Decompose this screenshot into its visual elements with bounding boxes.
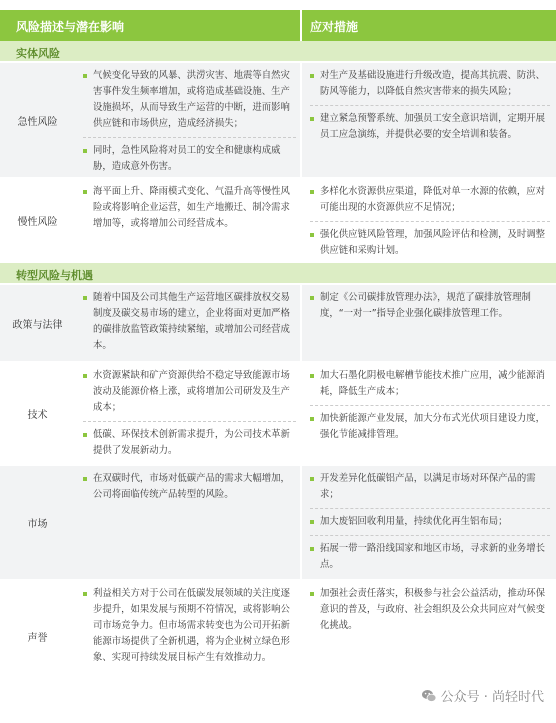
- measures-cell: [300, 63, 556, 177]
- item-text: 加强社会责任落实，积极参与社会公益活动，推动环保意识的普及，与政府、社会组织及公众共同应对气候变化挑战。: [320, 588, 546, 631]
- bullet-square-icon: [310, 374, 314, 378]
- bullet-square-icon: [310, 190, 314, 194]
- bullet-square-icon: [310, 547, 314, 551]
- item-text: 制定《公司碳排放管理办法》，规范了碳排放管理制度，“一对一”指导企业强化碳排放管理工作。: [320, 292, 531, 319]
- watermark-text: 公众号 · 尚轻时代: [440, 690, 544, 705]
- row-label: 慢性风险: [17, 216, 58, 228]
- risk-description-cell: [75, 285, 300, 361]
- list-item: [310, 105, 550, 143]
- risk-description-cell: [75, 363, 300, 464]
- measures-cell: [300, 179, 556, 261]
- risk-description-cell: [75, 581, 300, 691]
- list-item: [83, 68, 296, 132]
- item-text: 随着中国及公司其他生产运营地区碳排放权交易制度及碳交易市场的建立，企业将面对更加严格的碳排放监管政策持续紧缩，或增加公司经营成本。: [93, 292, 290, 351]
- list-item: [310, 471, 550, 503]
- list-item: [310, 184, 550, 216]
- item-text: 加大石墨化阴极电解槽节能技术推广应用，减少能源消耗，降低生产成本；: [320, 370, 546, 397]
- table-row: [0, 285, 556, 363]
- item-text: 开发差异化低碳铝产品，以满足市场对环保产品的需求；: [320, 473, 536, 500]
- bullet-square-icon: [310, 417, 314, 421]
- bullet-square-icon: [310, 520, 314, 524]
- item-text: 多样化水资源供应渠道，降低对单一水源的依赖，应对可能出现的水资源供应不足情况；: [320, 186, 546, 213]
- watermark: [419, 686, 546, 705]
- list-item: [83, 184, 296, 232]
- header-measures: 应对措施: [300, 10, 556, 41]
- row-label: 声誉: [27, 632, 48, 644]
- row-label: 市场: [27, 519, 48, 530]
- item-text: 水资源紧缺和矿产资源供给不稳定导致能源市场波动及能源价格上涨，或将增加公司研发及生产成本；: [93, 370, 290, 413]
- list-item: [310, 405, 550, 443]
- list-item: [83, 137, 296, 175]
- item-text: 同时，急性风险将对员工的安全和健康构成威胁，造成意外伤害。: [93, 145, 281, 172]
- item-text: 海平面上升、降雨模式变化、气温升高等慢性风险或将影响企业运营，如生产地搬迁、制冷需求增加等，或将增加公司经营成本。: [93, 186, 290, 229]
- item-text: 低碳、环保技术创新需求提升，为公司技术革新提供了发展新动力。: [93, 429, 290, 456]
- bullet-square-icon: [310, 296, 314, 300]
- table-row: [0, 63, 556, 179]
- list-item: [83, 290, 296, 354]
- item-text: 建立紧急预警系统、加强员工安全意识培训，定期开展员工应急演练，并提供必要的安全培训和装备。: [320, 113, 546, 140]
- list-item: [83, 586, 296, 666]
- measures-cell: [300, 581, 556, 691]
- list-item: [310, 221, 550, 259]
- table-body: [0, 41, 556, 693]
- table-row: [0, 466, 556, 581]
- item-text: 对生产及基础设施进行升级改造，提高其抗震、防洪、防风等能力，以降低自然灾害带来的损失风险；: [320, 70, 546, 97]
- measures-cell: [300, 285, 556, 361]
- bullet-square-icon: [310, 74, 314, 78]
- list-item: [310, 535, 550, 573]
- bullet-square-icon: [83, 149, 87, 153]
- list-item: [83, 421, 296, 459]
- row-label: 政策与法律: [12, 319, 63, 331]
- risk-table: [0, 10, 556, 693]
- list-item: [310, 368, 550, 400]
- list-item: [310, 586, 550, 634]
- list-item: [310, 508, 550, 530]
- bullet-square-icon: [310, 233, 314, 237]
- section-title: 实体风险: [0, 41, 556, 63]
- table-row: [0, 581, 556, 693]
- list-item: [83, 368, 296, 416]
- item-text: 利益相关方对于公司在低碳发展领域的关注度逐步提升，如果发展与预期不符情况，或将影响公司市场竞争力。但市场需求转变也为公司开拓新能源市场提供了全新机遇，将为企业树立绿色形象、实现可持续发展目标产生有效推动力。: [93, 588, 290, 663]
- risk-description-cell: [75, 63, 300, 177]
- list-item: [83, 471, 296, 503]
- item-text: 加快新能源产业发展，加大分布式光伏项目建设力度，强化节能减排管理。: [320, 413, 546, 440]
- item-text: 强化供应链风险管理，加强风险评估和检测，及时调整供应链和采购计划。: [320, 229, 546, 256]
- bullet-square-icon: [83, 433, 87, 437]
- bullet-square-icon: [83, 74, 87, 78]
- table-row: [0, 179, 556, 263]
- item-text: 在双碳时代，市场对低碳产品的需求大幅增加，公司将面临传统产品转型的风险。: [93, 473, 290, 500]
- list-item: [310, 68, 550, 100]
- bullet-square-icon: [83, 296, 87, 300]
- row-label: 技术: [27, 410, 48, 421]
- measures-cell: [300, 466, 556, 579]
- bullet-square-icon: [310, 477, 314, 481]
- bullet-square-icon: [83, 190, 87, 194]
- item-text: 拓展一带一路沿线国家和地区市场，寻求新的业务增长点。: [320, 543, 546, 570]
- table-header: [0, 10, 556, 41]
- section-title: 转型风险与机遇: [0, 263, 556, 285]
- row-label: 急性风险: [17, 116, 58, 128]
- bullet-square-icon: [83, 374, 87, 378]
- item-text: 加大废铝回收利用量，持续优化再生铝布局；: [320, 516, 508, 527]
- bullet-square-icon: [310, 117, 314, 121]
- bullet-square-icon: [310, 592, 314, 596]
- item-text: 气候变化导致的风暴、洪涝灾害、地震等自然灾害事件发生频率增加，或将造成基础设施、生产设施损坏，从而导致生产运营的中断，进而影响供应链和市场供应，造成经济损失；: [93, 70, 290, 129]
- bullet-square-icon: [83, 592, 87, 596]
- measures-cell: [300, 363, 556, 464]
- wechat-icon: [421, 688, 437, 704]
- table-row: [0, 363, 556, 466]
- risk-description-cell: [75, 466, 300, 579]
- list-item: [310, 290, 550, 322]
- bullet-square-icon: [83, 477, 87, 481]
- risk-description-cell: [75, 179, 300, 261]
- header-risk-description: 风险描述与潜在影响: [16, 20, 125, 34]
